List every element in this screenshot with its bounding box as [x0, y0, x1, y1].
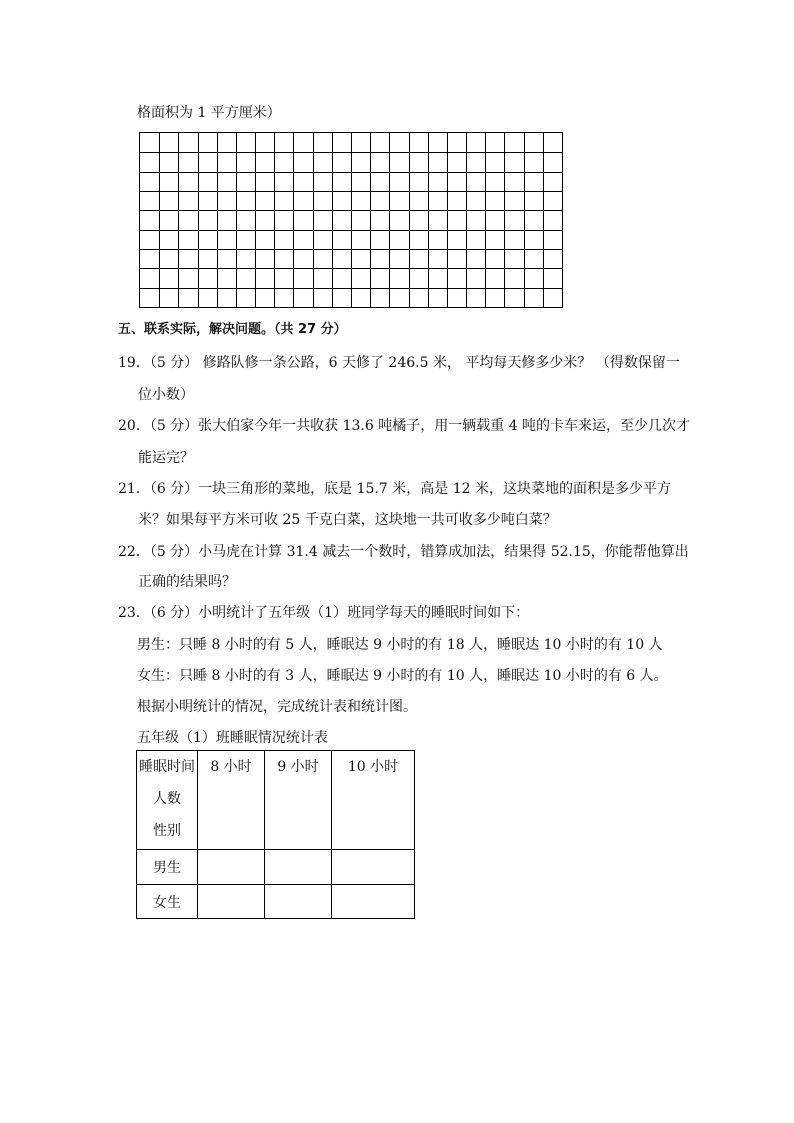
question-23-instruction: 根据小明统计的情况，完成统计表和统计图。 — [137, 699, 417, 715]
cell-boys-8h[interactable] — [198, 850, 265, 885]
table-row — [137, 885, 415, 919]
table-header-row — [137, 751, 415, 850]
corner-cell — [137, 751, 198, 850]
question-23-girls: 女生：只睡 8 小时的有 3 人，睡眠达 9 小时的有 10 人，睡眠达 10 小时的有 6 人。 — [137, 668, 668, 684]
question-19-line2: 位小数） — [138, 387, 194, 403]
question-20-line1: 20．（5 分）张大伯家今年一共收获 13.6 吨橘子，用一辆载重 4 吨的卡车来运，至少几次才 — [118, 418, 691, 434]
column-header-8h: 8 小时 — [198, 751, 265, 850]
corner-label-time: 睡眠时间 — [139, 759, 195, 775]
column-header-10h: 10 小时 — [332, 751, 415, 850]
question-20-line2: 能运完？ — [138, 450, 194, 466]
square-grid — [139, 132, 563, 308]
question-23-boys: 男生：只睡 8 小时的有 5 人，睡眠达 9 小时的有 18 人，睡眠达 10 小时的有 10 人 — [137, 637, 663, 653]
table-caption: 五年级（1）班睡眠情况统计表 — [137, 730, 328, 746]
table-row — [137, 850, 415, 885]
cell-boys-10h[interactable] — [332, 850, 415, 885]
corner-label-gender: 性别 — [153, 823, 181, 839]
section-title: 五、联系实际，解决问题。（共 27 分） — [118, 322, 347, 337]
column-header-9h: 9 小时 — [265, 751, 332, 850]
corner-label-count: 人数 — [153, 791, 181, 807]
question-21-line2: 米？如果每平方米可收 25 千克白菜，这块地一共可收多少吨白菜？ — [138, 512, 557, 528]
question-19-line1: 19．（5 分） 修路队修一条公路，6 天修了 246.5 米， 平均每天修多少米？ （得数保留一 — [118, 355, 680, 371]
question-22-line2: 正确的结果吗？ — [138, 574, 236, 590]
cell-girls-9h[interactable] — [265, 885, 332, 919]
question-23-line1: 23．（6 分）小明统计了五年级（1）班同学每天的睡眠时间如下： — [118, 605, 530, 621]
cell-girls-8h[interactable] — [198, 885, 265, 919]
row-label-girls: 女生 — [137, 885, 198, 919]
cell-boys-9h[interactable] — [265, 850, 332, 885]
cell-girls-10h[interactable] — [332, 885, 415, 919]
question-21-line1: 21．（6 分）一块三角形的菜地，底是 15.7 米，高是 12 米，这块菜地的面积是多少平方 — [118, 481, 671, 497]
row-label-boys: 男生 — [137, 850, 198, 885]
top-line: 格面积为 1 平方厘米） — [137, 105, 281, 121]
sleep-stats-table — [136, 750, 415, 919]
grid-lines — [140, 133, 562, 307]
question-22-line1: 22．（5 分）小马虎在计算 31.4 减去一个数时，错算成加法，结果得 52.15，你能帮他算出 — [118, 544, 689, 560]
